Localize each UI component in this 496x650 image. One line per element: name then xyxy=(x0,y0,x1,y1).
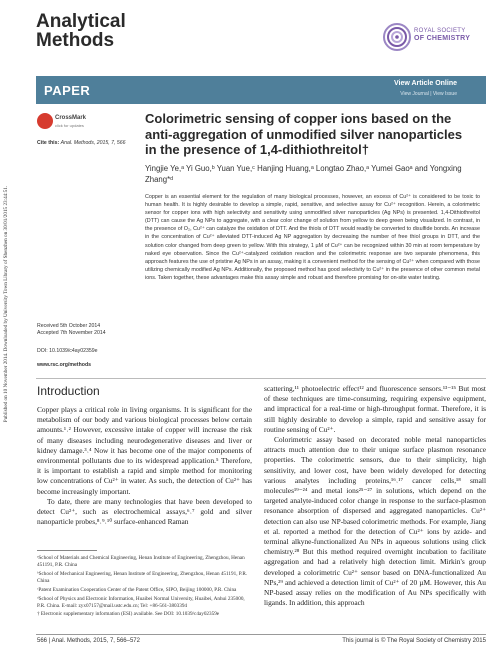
author-list: Yingjie Ye,ᵃ Yi Guo,ᵇ Yuan Yue,ᶜ Hanjing Huang,ᵃ Longtao Zhao,ᵃ Yumei Gaoᵃ and Yongxing Zhang*ᵈ xyxy=(145,164,462,184)
crossmark-badge[interactable] xyxy=(37,113,87,131)
doi[interactable]: DOI: 10.1039/c4ay02359e xyxy=(37,348,98,354)
rsc-name-line1: ROYAL SOCIETY xyxy=(414,28,466,34)
rsc-logo xyxy=(382,20,487,54)
download-notice-text: Published on 10 November 2014. Downloaded by University Town Library of Shenzhen on 30/01/2015 23:44:51. xyxy=(3,185,9,423)
view-article-online-link[interactable]: View Article Online xyxy=(393,80,457,87)
footer-rule xyxy=(36,634,486,635)
view-journal-issue-links[interactable]: View Journal | View Issue xyxy=(400,91,457,97)
download-notice xyxy=(2,95,10,515)
rsc-emblem-icon xyxy=(382,20,412,54)
crossmark-icon xyxy=(37,113,53,129)
footnote-rule xyxy=(37,550,97,551)
body-paragraph: scattering,¹¹ photoelectric effect¹² and fluorescence sensors.¹³⁻¹⁵ But most of these techniques are time-consuming, requiring expensive equipment, and impractical for a real-time or high-throughput format. Therefore, it is still highly desirable to develop a simple, rapid and sensitive assay for routine sensing of Cu²⁺. xyxy=(264,384,486,434)
body-paragraph: Colorimetric assay based on decorated noble metal nanoparticles attracts much attention due to their unique surface plasmon resonance properties. The colorimetric sensors, due to their simplicity, high sensitivity, and lower cost, have been widely developed for detecting various analytes including proteins,¹⁶˒¹⁷ cancer cells,¹⁸ small molecules¹⁹⁻²⁴ and metal ions²⁵⁻²⁷ in solutions, which depend on the targeted analyte-induced color change in response to the surface-plasmon resonance absorption of dispersed and aggregated nanoparticles. Cu²⁺ detection can also use NP-based colorimetric methods. For example, Jiang et al. reported a method for the detection of Cu²⁺ ions by azide- and terminal alkyne-functionalized Au NPs in aqueous solutions using click chemistry.²⁸ But this method required overnight incubation to facilitate aggregation and had a relatively high detection limit. Mirkin's group developed a colorimetric Cu²⁺ sensor based on DNA-functionalized Au NPs,²⁹ and achieved a detection limit of Cu²⁺ of 20 µM. However, this Au NP-based assay relies on the modification of Au NPs specifically with ligands. In addition, this approach xyxy=(264,435,486,608)
page-footer-copyright: This journal is © The Royal Society of Chemistry 2015 xyxy=(342,638,486,644)
received-dates xyxy=(37,323,106,338)
journal-title xyxy=(36,12,126,50)
footnote: ᵈSchool of Physics and Electronic Information, Huaibei Normal University, Huaibei, Anhui 235000, P.R. China. E-mail: zyx07157@mail.ustc.edu.cn; Tel: +86-561-3803394 xyxy=(37,595,245,609)
body-column-right xyxy=(264,384,486,608)
affiliation-footnotes xyxy=(37,555,252,620)
citation-ref: Anal. Methods, 2015, 7, 566 xyxy=(60,140,126,146)
received-date: Received 5th October 2014 xyxy=(37,323,101,329)
body-paragraph: Copper plays a critical role in living organisms. It is significant for the metabolism of our body and various biological processes below certain amounts.¹˒² However, excessive intake of copper will increase the risk of many diseases including neurodegenerative diseases and liver or kidney damage.³˒⁴ Now it has become one of the major components of environmental pollutants due to its widespread application.⁵ Therefore, it is important to establish a rapid and simple method for monitoring low concentrations of Cu²⁺ in water. As such, the detection of Cu²⁺ has become increasingly important. xyxy=(37,405,252,496)
article-type-label: PAPER xyxy=(44,83,91,98)
crossmark-sub: click for updates xyxy=(55,123,84,128)
section-divider xyxy=(36,378,486,379)
journal-title-line2: Methods xyxy=(36,30,115,51)
footnote: ᵃSchool of Materials and Chemical Engineering, Henan Institute of Engineering, Zhengzhou, Henan 451191, P.R. China xyxy=(37,555,245,569)
abstract: Copper is an essential element for the regulation of many biological processes, however, an excess of Cu²⁺ is considered to be toxic to human health. It is highly desirable to develop a simple, rapid, sensitive, and selective assay for Cu²⁺ recognition. Herein, a colorimetric sensor for copper ions with high selectivity and sensitivity using unmodified silver nanoparticles (Ag NPs) is presented. 1,4-Dithiothreitol (DTT) can cause the Ag NPs to aggregate, with a clear color change of solution from yellow to deep green being visualized. In contrast, in the presence of O₂, Cu²⁺ can catalyze the oxidation of DTT. And the thiols of DTT would readily be converted to disulfide bonds. An increase in the concentration of Cu²⁺ alleviated DTT-induced Ag NP aggregation by decreasing the number of free thiol groups in DTT, and the solution color changed from deep green to yellow. With this strategy, 1 µM of Cu²⁺ can be recognized within 30 min at room temperature by naked eye observation. Since the Cu²⁺-catalyzed oxidation reaction and the colorimetric response are two separate phenomena, this approach features the use of pristine Ag NPs in an assay, making it a convenient method for the sensing of Cu²⁺ when compared with those utilizing chemically modified Ag NPs. Additionally, the proposed method has good selectivity to Cu²⁺ in the presence of other common metal ions. Taken together, these advantages make this assay simple and robust and therefore promising for on-site water testing. xyxy=(145,194,480,281)
journal-title-line1: Analytical xyxy=(36,11,126,32)
footnote: † Electronic supplementary information (ESI) available. See DOI: 10.1039/c4ay02359e xyxy=(37,611,220,618)
crossmark-label: CrossMark xyxy=(55,115,87,121)
footnote: ᶜPatent Examination Cooperation Center of the Patent Office, SIPO, Beijing 100000, P.R. China xyxy=(37,586,237,593)
section-heading-introduction: Introduction xyxy=(37,384,100,398)
article-title: Colorimetric sensing of copper ions based on the anti-aggregation of unmodified silver nanoparticles in the presence of 1,4-dithiothreitol† xyxy=(145,111,463,157)
citation xyxy=(37,140,126,146)
body-column-left xyxy=(37,405,252,527)
body-paragraph: To date, there are many technologies that have been developed to detect Cu²⁺, such as electrochemical assays,⁶˒⁷ gold and silver nanoparticle probes,⁸˒⁹˒¹⁰ surface-enhanced Raman xyxy=(37,496,252,527)
accepted-date: Accepted 7th November 2014 xyxy=(37,330,106,337)
rsc-name-line2: OF CHEMISTRY xyxy=(414,35,471,42)
citation-prefix: Cite this: xyxy=(37,140,60,146)
footnote: ᵇSchool of Mechanical Engineering, Henan Institute of Engineering, Zhengzhou, Henan 451191, P.R. China xyxy=(37,570,248,585)
journal-url[interactable]: www.rsc.org/methods xyxy=(37,362,91,368)
page-footer-citation: 566 | Anal. Methods, 2015, 7, 566–572 xyxy=(37,638,140,644)
